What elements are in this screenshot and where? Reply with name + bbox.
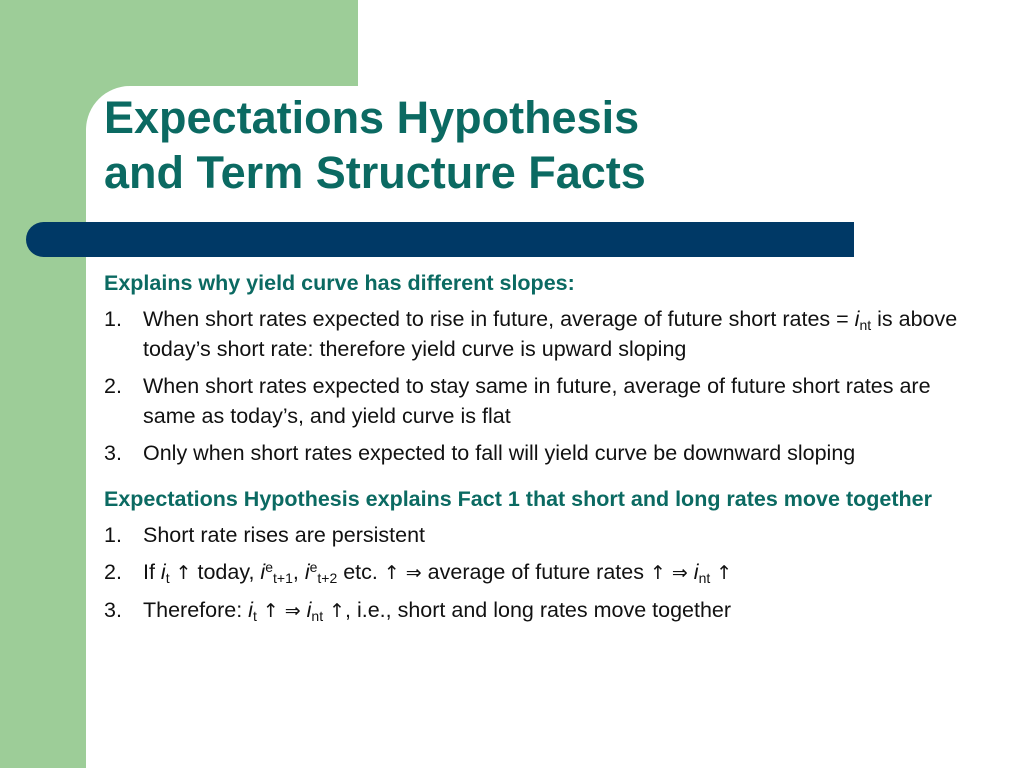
up-arrow-icon: ↑ [262,600,279,622]
implies-arrow-icon: ⇒ [284,600,301,622]
up-arrow-icon: ↑ [716,562,733,584]
item-text: Only when short rates expected to fall will yield curve be downward sloping [143,441,856,465]
fact1-list [104,520,984,626]
up-arrow-icon: ↑ [383,562,400,584]
superscript-e: e [309,559,318,575]
item-text-part: When short rates expected to rise in future, average of future short rates = [143,307,855,331]
variable-i: i [260,560,266,584]
variable-i: i [304,560,310,584]
section-heading-fact1: Expectations Hypothesis explains Fact 1 that short and long rates move together [104,487,932,511]
slide-body [104,268,984,633]
subscript-t: t [252,608,257,624]
list-item [104,438,984,468]
implies-arrow-icon: ⇒ [671,562,688,584]
title-divider-bar [26,222,854,257]
up-arrow-icon: ↑ [175,562,192,584]
superscript-e: e [265,559,273,575]
list-item [104,557,984,588]
title-line-2: and Term Structure Facts [104,147,646,198]
list-item [104,520,984,550]
variable-i: i [693,560,699,584]
subscript-nt: nt [311,608,324,624]
implies-arrow-icon: ⇒ [405,562,422,584]
variable-i: i [248,598,253,622]
variable-i: i [160,560,166,584]
up-arrow-icon: ↑ [649,562,666,584]
variable-i: i [306,598,312,622]
item-text-part: , i.e., short and long rates move together [345,598,732,622]
item-text-part: Therefore: [143,598,249,622]
subscript-t-plus-2: t+2 [317,570,338,586]
slopes-list [104,304,984,468]
item-text: Short rate rises are persistent [143,523,426,547]
subscript-t-plus-1: t+1 [273,570,293,586]
item-text-part: is above today’s short rate: therefore yield curve is upward sloping [143,307,958,361]
variable-i: i [854,307,860,331]
list-item [104,371,984,431]
item-number: 2. [104,374,122,398]
item-text-part: If [143,560,161,584]
title-line-1: Expectations Hypothesis [104,92,640,143]
list-item [104,304,984,364]
item-number: 1. [104,307,122,331]
item-text-part: today, [191,560,261,584]
item-number: 3. [104,598,122,622]
slide-title [104,90,984,200]
item-text: When short rates expected to stay same in future, average of future short rates are same as today’s, and yield curve is flat [143,374,931,428]
subscript-nt: nt [698,570,711,586]
section-heading-slopes: Explains why yield curve has different slopes: [104,271,575,295]
item-number: 3. [104,441,122,465]
subscript-nt: nt [859,317,872,333]
item-text-part: average of future rates [421,560,650,584]
item-number: 1. [104,523,122,547]
subscript-t: t [165,570,170,586]
item-text-part: , [292,560,305,584]
item-number: 2. [104,560,122,584]
list-item [104,595,984,626]
up-arrow-icon: ↑ [329,600,346,622]
item-text-part: etc. [337,560,384,584]
